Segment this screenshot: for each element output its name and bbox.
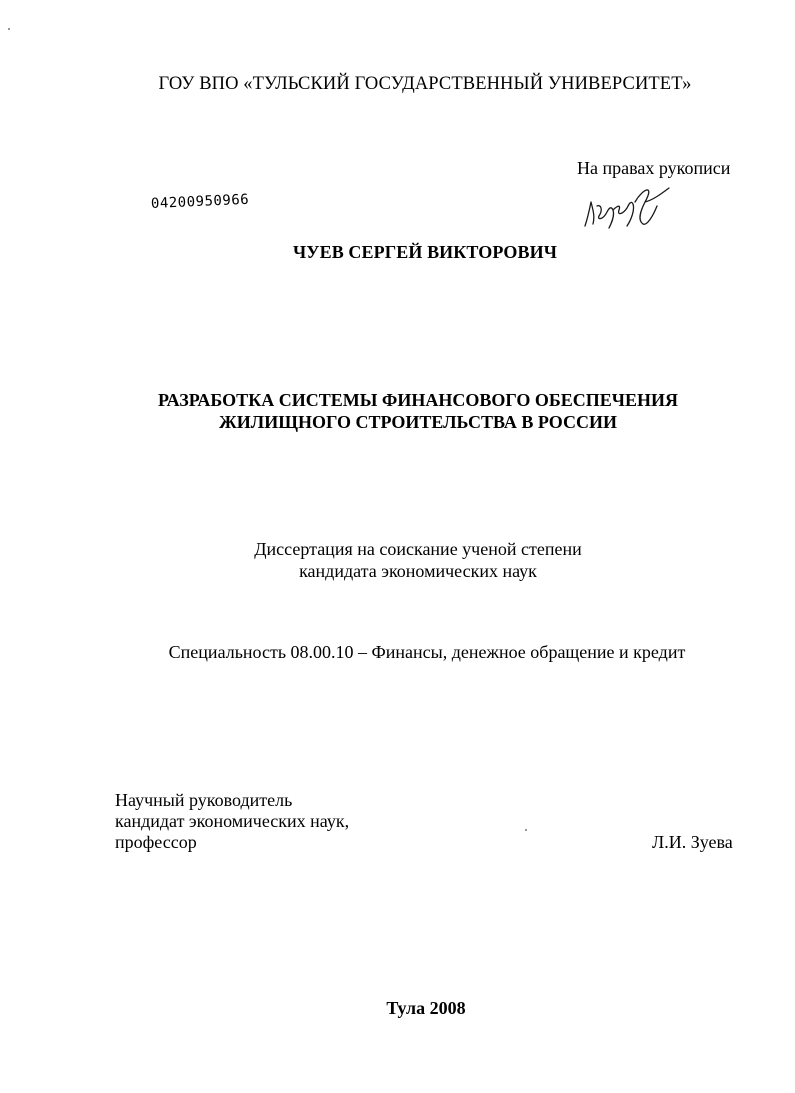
university-name: ГОУ ВПО «ТУЛЬСКИЙ ГОСУДАРСТВЕННЫЙ УНИВЕРСИТЕТ» bbox=[158, 74, 692, 94]
supervisor-rank: профессор bbox=[115, 832, 197, 852]
supervisor-name: Л.И. Зуева bbox=[652, 832, 733, 852]
city-year: Тула 2008 bbox=[386, 998, 466, 1018]
thesis-title bbox=[0, 389, 795, 433]
degree-line: Диссертация на соискание ученой степени bbox=[254, 539, 582, 559]
author-name: ЧУЕВ СЕРГЕЙ ВИКТОРОВИЧ bbox=[292, 242, 558, 262]
supervisor-block bbox=[115, 790, 349, 853]
degree-line: кандидата экономических наук bbox=[299, 561, 537, 581]
supervisor-degree: кандидат экономических наук, bbox=[115, 811, 350, 831]
archive-number: 04200950966 bbox=[150, 191, 250, 212]
thesis-title-line: ЖИЛИЩНОГО СТРОИТЕЛЬСТВА В РОССИИ bbox=[218, 412, 617, 432]
author-signature bbox=[583, 180, 673, 235]
thesis-title-line: РАЗРАБОТКА СИСТЕМЫ ФИНАНСОВОГО ОБЕСПЕЧЕНИЯ bbox=[157, 390, 679, 410]
supervisor-role: Научный руководитель bbox=[115, 790, 293, 810]
degree-statement bbox=[0, 538, 795, 582]
specialty: Специальность 08.00.10 – Финансы, денежное обращение и кредит bbox=[168, 642, 686, 662]
scan-speck bbox=[525, 829, 527, 831]
scan-speck bbox=[8, 28, 10, 30]
manuscript-note: На правах рукописи bbox=[577, 158, 731, 178]
